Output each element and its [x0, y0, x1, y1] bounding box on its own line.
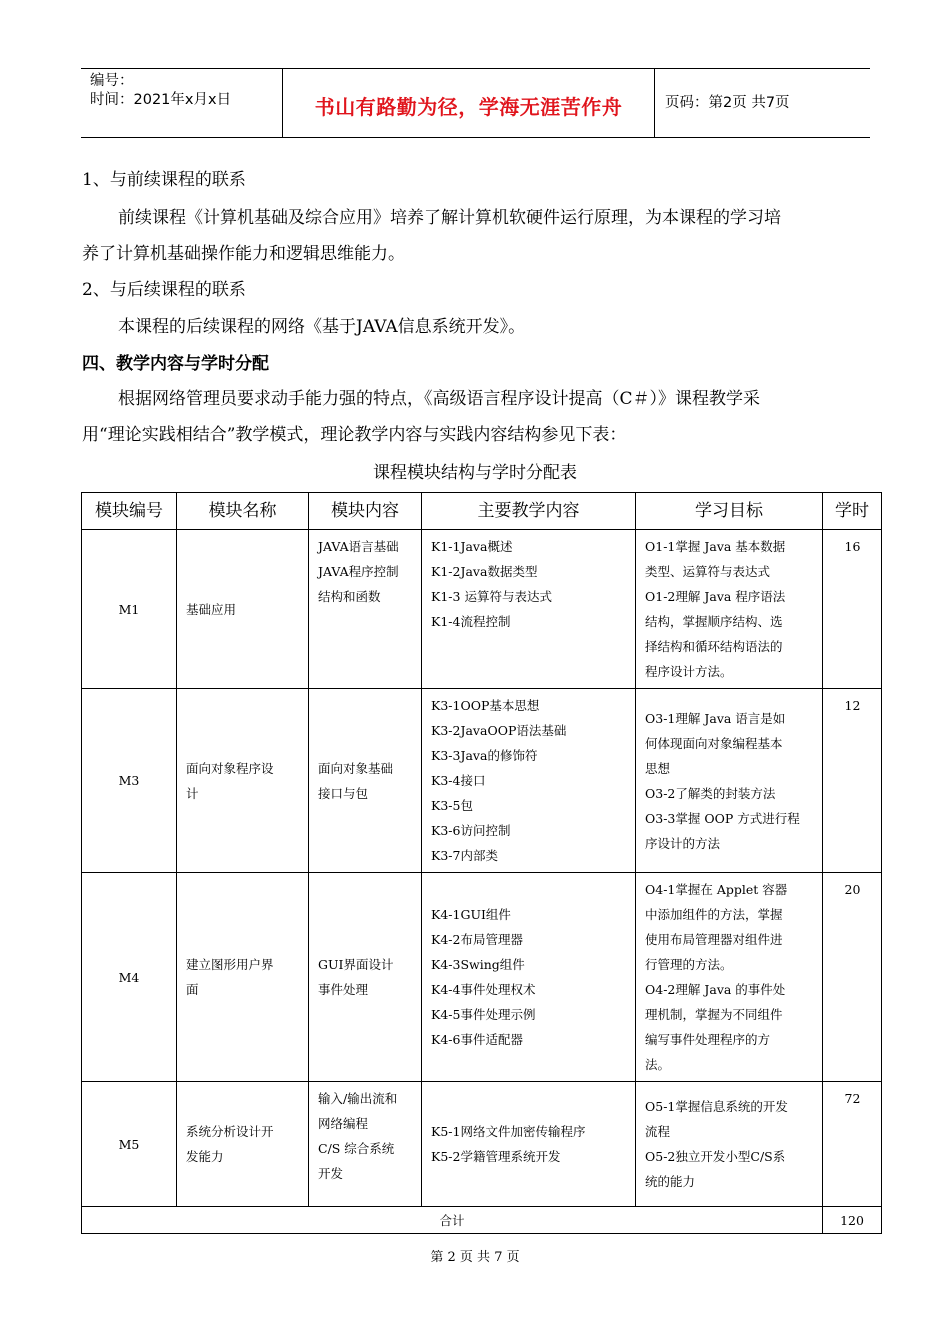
module-id: M3 [82, 689, 177, 873]
table-row [82, 530, 882, 689]
name-line: 发能力 [186, 1149, 224, 1164]
content-line: 输入/输出流和 [318, 1091, 398, 1106]
time-label: 时间：2021年x月x日 [90, 92, 232, 108]
goal-line: 行管理的方法。 [645, 957, 733, 972]
goal-line: 编写事件处理程序的方 [645, 1032, 771, 1047]
section-1-para-line-2: 养了计算机基础操作能力和逻辑思维能力。 [82, 244, 405, 264]
topic-line: K5-1网络文件加密传输程序 [431, 1124, 586, 1139]
goal-line: O3-3掌握 OOP 方式进行程 [645, 810, 800, 826]
goal-line: O4-1掌握在 Applet 容器 [645, 882, 788, 897]
module-name [177, 1082, 309, 1207]
name-line: 面 [186, 982, 199, 997]
topic-line: K1-2Java数据类型 [431, 564, 538, 579]
topic-line: K3-4接口 [431, 773, 486, 788]
module-name [177, 689, 309, 873]
name-line: 系统分析设计开 [186, 1124, 274, 1139]
header-module-content: 模块内容 [309, 493, 422, 530]
module-goals [636, 530, 823, 689]
content-line: JAVA程序控制 [318, 564, 399, 579]
header-learning-goals: 学习目标 [636, 493, 823, 530]
content-line: GUI界面设计 [318, 957, 394, 972]
content-line: C/S 综合系统 [318, 1141, 395, 1156]
topic-line: K3-7内部类 [431, 848, 498, 863]
document-header [81, 68, 870, 138]
topic-line: K4-1GUI组件 [431, 907, 511, 922]
module-id: M4 [82, 873, 177, 1082]
header-page-cell [655, 69, 870, 137]
section-2-title: 2、与后续课程的联系 [82, 280, 246, 300]
goal-line: 法。 [645, 1057, 671, 1072]
motto: 书山有路勤为径，学海无涯苦作舟 [314, 95, 623, 119]
section-2-para: 本课程的后续课程的网络《基于JAVA信息系统开发》。 [118, 317, 526, 337]
section-4-para-line-1: 根据网络管理员要求动手能力强的特点，《高级语言程序设计提高（C＃）》课程教学采 [118, 389, 761, 409]
content-line: 面向对象基础 [318, 760, 394, 776]
table-title: 课程模块结构与学时分配表 [373, 463, 577, 483]
page-footer: 第 2 页 共 7 页 [430, 1250, 520, 1265]
topic-line: K4-6事件适配器 [431, 1032, 523, 1047]
module-name: 基础应用 [177, 530, 309, 689]
topic-line: K1-4流程控制 [431, 614, 511, 629]
goal-line: 择结构和循环结构语法的 [645, 639, 783, 654]
table-header-row [82, 493, 882, 530]
header-meta [81, 69, 281, 137]
goal-line: 程序设计方法。 [645, 664, 733, 679]
module-hours: 12 [823, 689, 882, 873]
content-line: 网络编程 [318, 1116, 369, 1131]
goal-line: O5-2独立开发小型C/S系 [645, 1149, 786, 1164]
content-line: JAVA语言基础 [318, 539, 399, 554]
topic-line: K5-2学籍管理系统开发 [431, 1149, 561, 1164]
name-line: 建立图形用户界 [186, 957, 274, 972]
goal-line: 中添加组件的方法，掌握 [645, 907, 783, 922]
module-hours: 16 [823, 530, 882, 689]
module-hours: 72 [823, 1082, 882, 1207]
content-line: 事件处理 [318, 982, 369, 997]
goal-line: 序设计的方法 [645, 835, 721, 851]
page-label: 页码：第2页 共7页 [665, 95, 790, 111]
number-label: 编号： [90, 73, 134, 89]
topic-line: K3-5包 [431, 798, 473, 813]
header-module-name: 模块名称 [177, 493, 309, 530]
section-1-title: 1、与前续课程的联系 [82, 170, 246, 190]
module-name [177, 873, 309, 1082]
total-hours: 120 [823, 1207, 882, 1234]
table-row [82, 1082, 882, 1207]
goal-line: 思想 [645, 760, 671, 776]
module-goals [636, 873, 823, 1082]
goal-line: 使用布局管理器对组件进 [645, 932, 783, 947]
topic-line: K3-2JavaOOP语法基础 [431, 723, 567, 738]
content-line: 结构和函数 [318, 589, 381, 604]
goal-line: O3-2了解类的封装方法 [645, 785, 776, 801]
total-label: 合计 [82, 1207, 823, 1234]
goal-line: O1-1掌握 Java 基本数据 [645, 539, 786, 554]
header-module-id: 模块编号 [82, 493, 177, 530]
topic-line: K1-1Java概述 [431, 539, 513, 554]
module-topics [422, 689, 636, 873]
section-4-para-line-2: 用“理论实践相结合”教学模式，理论教学内容与实践内容结构参见下表： [82, 425, 627, 445]
topic-line: K3-1OOP基本思想 [431, 698, 540, 713]
name-line: 面向对象程序设 [186, 760, 274, 776]
header-hours: 学时 [823, 493, 882, 530]
goal-line: 理机制，掌握为不同组件 [645, 1007, 783, 1022]
topic-line: K4-3Swing组件 [431, 957, 525, 972]
goal-line: 统的能力 [645, 1174, 696, 1189]
goal-line: 何体现面向对象编程基本 [645, 735, 783, 751]
module-topics [422, 530, 636, 689]
module-id: M5 [82, 1082, 177, 1207]
module-id: M1 [82, 530, 177, 689]
topic-line: K4-5事件处理示例 [431, 1007, 536, 1022]
module-content [309, 1082, 422, 1207]
module-content [309, 689, 422, 873]
header-main-topics: 主要教学内容 [422, 493, 636, 530]
table-row [82, 873, 882, 1082]
section-1-para-line-1: 前续课程《计算机基础及综合应用》培养了解计算机软硬件运行原理，为本课程的学习培 [118, 208, 781, 228]
goal-line: O1-2理解 Java 程序语法 [645, 589, 786, 604]
module-hours: 20 [823, 873, 882, 1082]
goal-line: 流程 [645, 1124, 671, 1139]
goal-line: O3-1理解 Java 语言是如 [645, 710, 786, 726]
goal-line: 结构，掌握顺序结构、选 [645, 614, 783, 629]
goal-line: 类型、运算符与表达式 [645, 564, 771, 579]
module-table [81, 492, 882, 1234]
topic-line: K3-3Java的修饰符 [431, 748, 538, 763]
module-topics [422, 873, 636, 1082]
content-line: 接口与包 [318, 785, 369, 801]
topic-line: K4-4事件处理权术 [431, 982, 536, 997]
topic-line: K3-6访问控制 [431, 823, 511, 838]
module-goals [636, 1082, 823, 1207]
module-goals [636, 689, 823, 873]
table-row [82, 689, 882, 873]
name-line: 计 [186, 785, 199, 801]
topic-line: K1-3 运算符与表达式 [431, 589, 552, 604]
module-content [309, 530, 422, 689]
content-line: 开发 [318, 1166, 344, 1181]
module-content [309, 873, 422, 1082]
goal-line: O5-1掌握信息系统的开发 [645, 1099, 788, 1114]
total-row [82, 1207, 882, 1234]
header-motto-cell [282, 69, 655, 137]
section-4-title: 四、教学内容与学时分配 [82, 354, 269, 374]
topic-line: K4-2布局管理器 [431, 932, 523, 947]
goal-line: O4-2理解 Java 的事件处 [645, 982, 786, 997]
module-topics [422, 1082, 636, 1207]
